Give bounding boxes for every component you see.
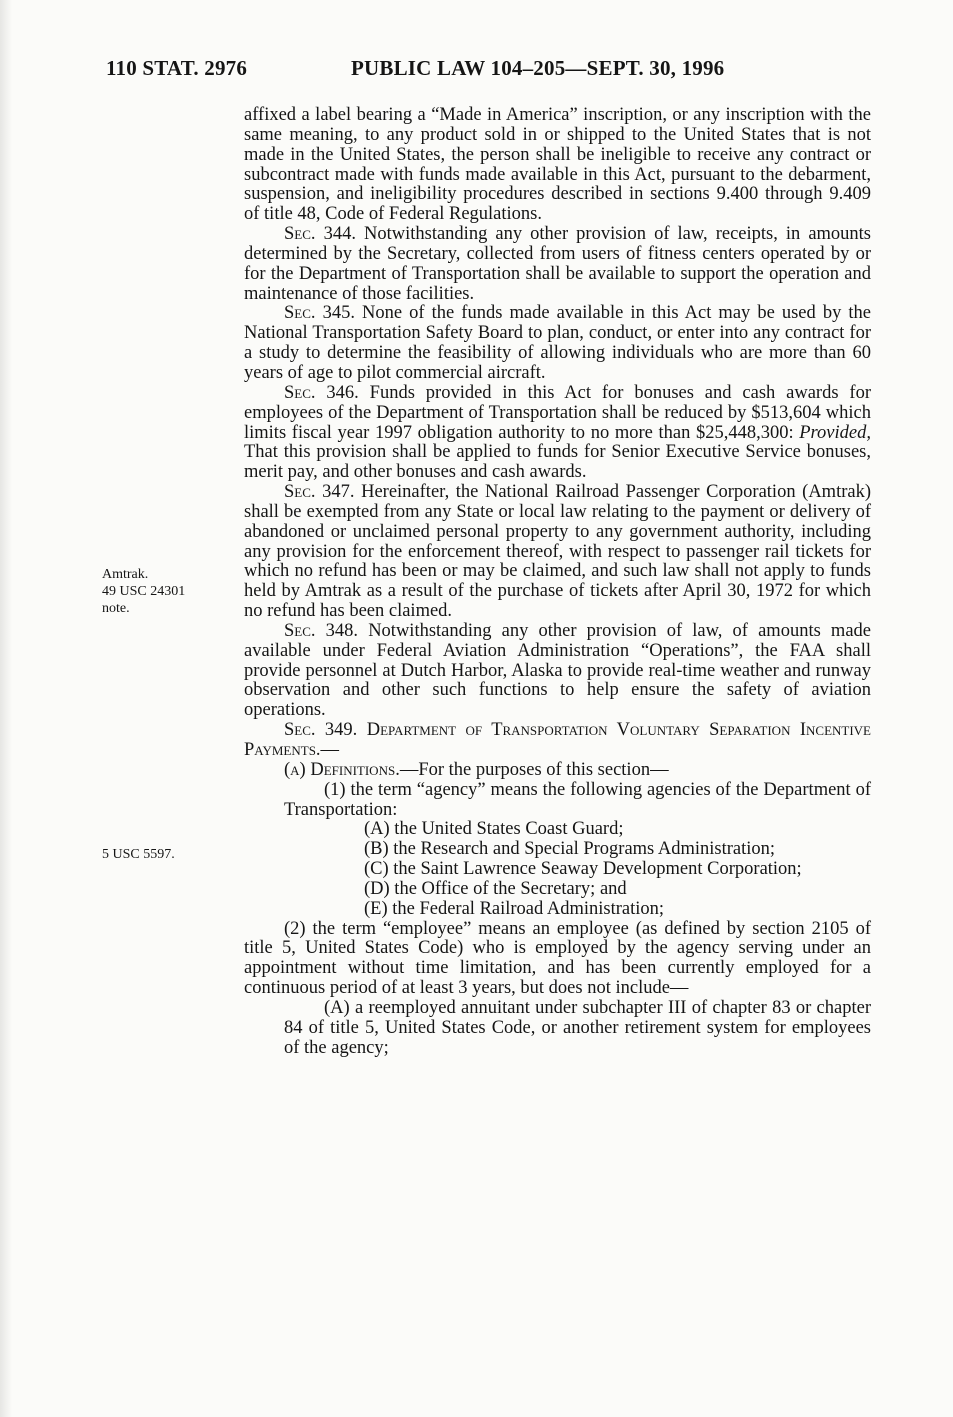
subsection-label: (a) Definitions.: [284, 759, 400, 780]
provided-term: Provided,: [799, 422, 871, 443]
item-a1C: (C) the Saint Lawrence Seaway Development Corporation;: [364, 859, 802, 880]
section-346: [244, 384, 871, 483]
section-label: Sec. 346.: [284, 382, 359, 403]
margin-note-line: note.: [102, 601, 130, 616]
stat-reference: 110 STAT. 2976: [106, 56, 248, 80]
margin-note-line: 5 USC 5597.: [102, 847, 175, 862]
body-text: [244, 106, 871, 1059]
section-text: Hereinafter, the National Railroad Passenger Corporation (Amtrak) shall be exempted from any State or local law relating to the payment or delivery of abandoned or unclaimed personal property to any government authority, including any provision for the enforcement thereof, with respect to passenger rail tickets for which no refund has been or may be claimed, and such law shall not apply to funds held by Amtrak as a result of the purchase of tickets after April 30, 1972 for which no refund has been claimed.: [244, 482, 871, 622]
section-label: Sec. 347.: [284, 482, 355, 503]
margin-note-5usc-5597: [102, 846, 175, 863]
page-header: [0, 56, 953, 90]
item-a1B: (B) the Research and Special Programs Administration;: [364, 839, 776, 860]
section-label: Sec. 349.: [284, 720, 358, 741]
paragraph-continued: affixed a label bearing a “Made in America” inscription, or any inscription with the same meaning, to any product sold in or shipped to the United States that is not made in the United States, the person shall be ineligible to receive any contract or subcontract made with funds made available in this Act, pursuant to the debarment, suspension, and ineligibility procedures described in sections 9.400 through 9.409 of title 48, Code of Federal Regulations.: [244, 105, 871, 225]
law-reference: PUBLIC LAW 104–205—SEPT. 30, 1996: [351, 56, 725, 80]
section-text: That this provision shall be applied to funds for Senior Executive Service bonuses, merit pay, and other bonuses and cash awards.: [244, 442, 871, 483]
section-text: Notwithstanding any other provision of law, receipts, in amounts determined by the Secretary, collected from users of fitness centers operated by or for the Department of Transportation shall be available to support the operation and maintenance of those facilities.: [244, 224, 872, 304]
subsection-text: —For the purposes of this section—: [399, 759, 669, 780]
subsection-a: [244, 761, 871, 781]
paragraph-a1: (1) the term “agency” means the following agencies of the Department of Transportation:: [284, 779, 871, 820]
section-348: [244, 622, 871, 721]
item-a1A: (A) the United States Coast Guard;: [364, 819, 624, 840]
item-a1E: (E) the Federal Railroad Administration;: [364, 898, 665, 919]
margin-note-amtrak: [102, 566, 185, 617]
section-349: [244, 721, 871, 761]
paragraph-a2: (2) the term “employee” means an employee (as defined by section 2105 of title 5, United States Code) who is employed by the agency serving under an appointment without time limitation, and has been currently employed for a continuous period of at least 3 years, but does not include—: [244, 918, 871, 999]
scan-edge-shadow: [0, 0, 12, 1417]
section-label: Sec. 348.: [284, 620, 359, 641]
section-title: Department of Transportation Voluntary Separation Incentive Payments.—: [244, 720, 872, 760]
section-text: Notwithstanding any other provision of law, of amounts made available under Federal Aviation Administration “Operations”, the FAA shall provide personnel at Dutch Harbor, Alaska to provide real-time weather and runway observation and other such functions to help ensure the safety of aviation operations.: [244, 620, 871, 721]
margin-note-line: Amtrak.: [102, 567, 149, 582]
section-344: [244, 225, 871, 304]
section-label: Sec. 345.: [284, 303, 355, 324]
item-a1D: (D) the Office of the Secretary; and: [364, 878, 627, 899]
section-345: [244, 304, 871, 383]
section-347: [244, 483, 871, 622]
section-text: Funds provided in this Act for bonuses and cash awards for employees of the Department of Transportation shall be reduced by $513,604 which limits fiscal year 1997 obligation authority to no more than $25,448,300:: [244, 382, 871, 443]
margin-note-line: 49 USC 24301: [102, 584, 186, 599]
item-a2A: (A) a reemployed annuitant under subchapter III of chapter 83 or chapter 84 of title 5, United States Code, or another retirement system for employees of the agency;: [284, 997, 871, 1058]
section-label: Sec. 344.: [284, 224, 356, 245]
section-text: None of the funds made available in this Act may be used by the National Transportation Safety Board to plan, conduct, or enter into any contract for a study to determine the feasibility of allowing individuals who are more than 60 years of age to pilot commercial aircraft.: [244, 303, 871, 383]
